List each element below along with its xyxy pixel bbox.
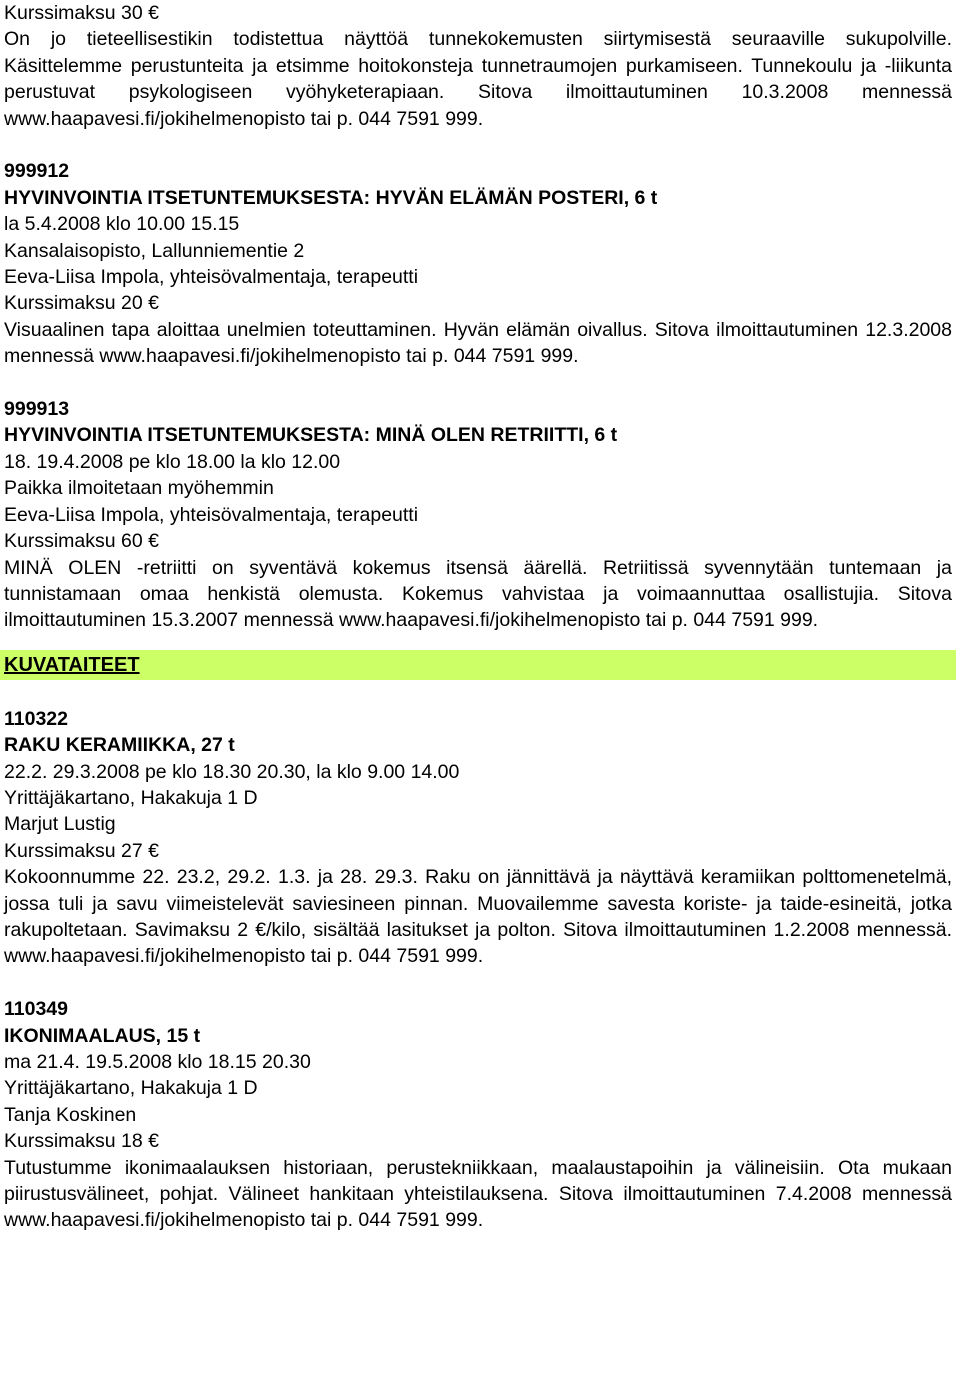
spacer [4,634,952,648]
intro-fee: Kurssimaksu 30 € [4,2,159,24]
spacer [4,682,952,706]
course-teacher: Eeva-Liisa Impola, yhteisövalmentaja, terapeutti [4,503,419,526]
section-title: KUVATAITEET [4,653,140,676]
course-entry [4,396,952,634]
course-teacher: Marjut Lustig [4,813,116,836]
course-entry [4,706,952,970]
course-description: Tutustumme ikonimaalauksen historiaan, perustekniikkaan, maalaustapoihin ja välineisiin. Ota mukaan piirustusvälineet, pohjat. Välineet hankitaan yhteistilauksena. Sitova ilmoittautuminen 7.4.2008 mennessä www.haapavesi.fi/jokihelmenopisto tai p. 044 7591 999. [4,1156,952,1232]
intro-description: On jo tieteellisestikin todistettua näyttöä tunnekokemusten siirtymisestä seuraaville sukupolville. Käsittelemme perustunteita ja etsimme hoitokonsteja tunnetraumojen purkamiseen. Tunnekoulu ja -liikunta perustuvat psykologiseen vyöhyketerapiaan. Sitova ilmoittautuminen 10.3.2008 mennessä www.haapavesi.fi/jokihelmenopisto tai p. 044 7591 999. [4,28,952,130]
course-place: Kansalaisopisto, Lallunniementie 2 [4,239,305,262]
course-description: Kokoonnumme 22. 23.2, 29.2. 1.3. ja 28. 29.3. Raku on jännittävä ja näyttävä keramiikan polttomenetelmä, jossa tuli ja savu viimeistelevät saviesineen pinnan. Muovailemme savesta koriste- ja taide-esineitä, jotka rakupoltetaan. Savimaksu 2 €/kilo, sisältää lasitukset ja polton. Sitova ilmoittautuminen 1.2.2008 mennessä. www.haapavesi.fi/jokihelmenopisto tai p. 044 7591 999. [4,866,952,968]
course-time: ma 21.4. 19.5.2008 klo 18.15 20.30 [4,1050,311,1073]
course-teacher: Eeva-Liisa Impola, yhteisövalmentaja, terapeutti [4,266,419,289]
course-fee: Kurssimaksu 27 € [4,839,159,862]
course-place: Yrittäjäkartano, Hakakuja 1 D [4,786,258,809]
course-time: 22.2. 29.3.2008 pe klo 18.30 20.30, la klo 9.00 14.00 [4,760,460,783]
course-place: Yrittäjäkartano, Hakakuja 1 D [4,1077,258,1100]
course-code: 110322 [4,707,68,730]
course-description: MINÄ OLEN -retriitti on syventävä kokemus itsensä äärellä. Retriitissä syvennytään tuntemaan ja tunnistamaan omaa henkistä olemusta. Kokemus vahvistaa ja voimaannuttaa osallistujia. Sitova ilmoittautuminen 15.3.2007 mennessä www.haapavesi.fi/jokihelmenopisto tai p. 044 7591 999. [4,556,952,632]
course-entry [4,158,952,369]
course-teacher: Tanja Koskinen [4,1103,137,1126]
course-place: Paikka ilmoitetaan myöhemmin [4,477,274,500]
course-description: Visuaalinen tapa aloittaa unelmien toteuttaminen. Hyvän elämän oivallus. Sitova ilmoittautuminen 12.3.2008 mennessä www.haapavesi.fi/jokihelmenopisto tai p. 044 7591 999. [4,318,952,368]
course-fee: Kurssimaksu 60 € [4,530,159,553]
course-title: HYVINVOINTIA ITSETUNTEMUKSESTA: MINÄ OLEN RETRIITTI, 6 t [4,424,618,447]
course-fee: Kurssimaksu 18 € [4,1130,159,1153]
course-code: 999913 [4,398,70,421]
spacer [4,970,952,996]
course-title: HYVINVOINTIA ITSETUNTEMUKSESTA: HYVÄN ELÄMÄN POSTERI, 6 t [4,186,658,209]
course-entry [4,996,952,1234]
course-time: 18. 19.4.2008 pe klo 18.00 la klo 12.00 [4,450,341,473]
course-code: 110349 [4,998,68,1021]
course-fee: Kurssimaksu 20 € [4,292,159,315]
spacer [4,370,952,396]
course-title: RAKU KERAMIIKKA, 27 t [4,734,235,757]
course-time: la 5.4.2008 klo 10.00 15.15 [4,213,240,236]
section-heading-bar [0,650,956,680]
spacer [4,132,952,158]
course-title: IKONIMAALAUS, 15 t [4,1024,201,1047]
course-code: 999912 [4,160,70,183]
